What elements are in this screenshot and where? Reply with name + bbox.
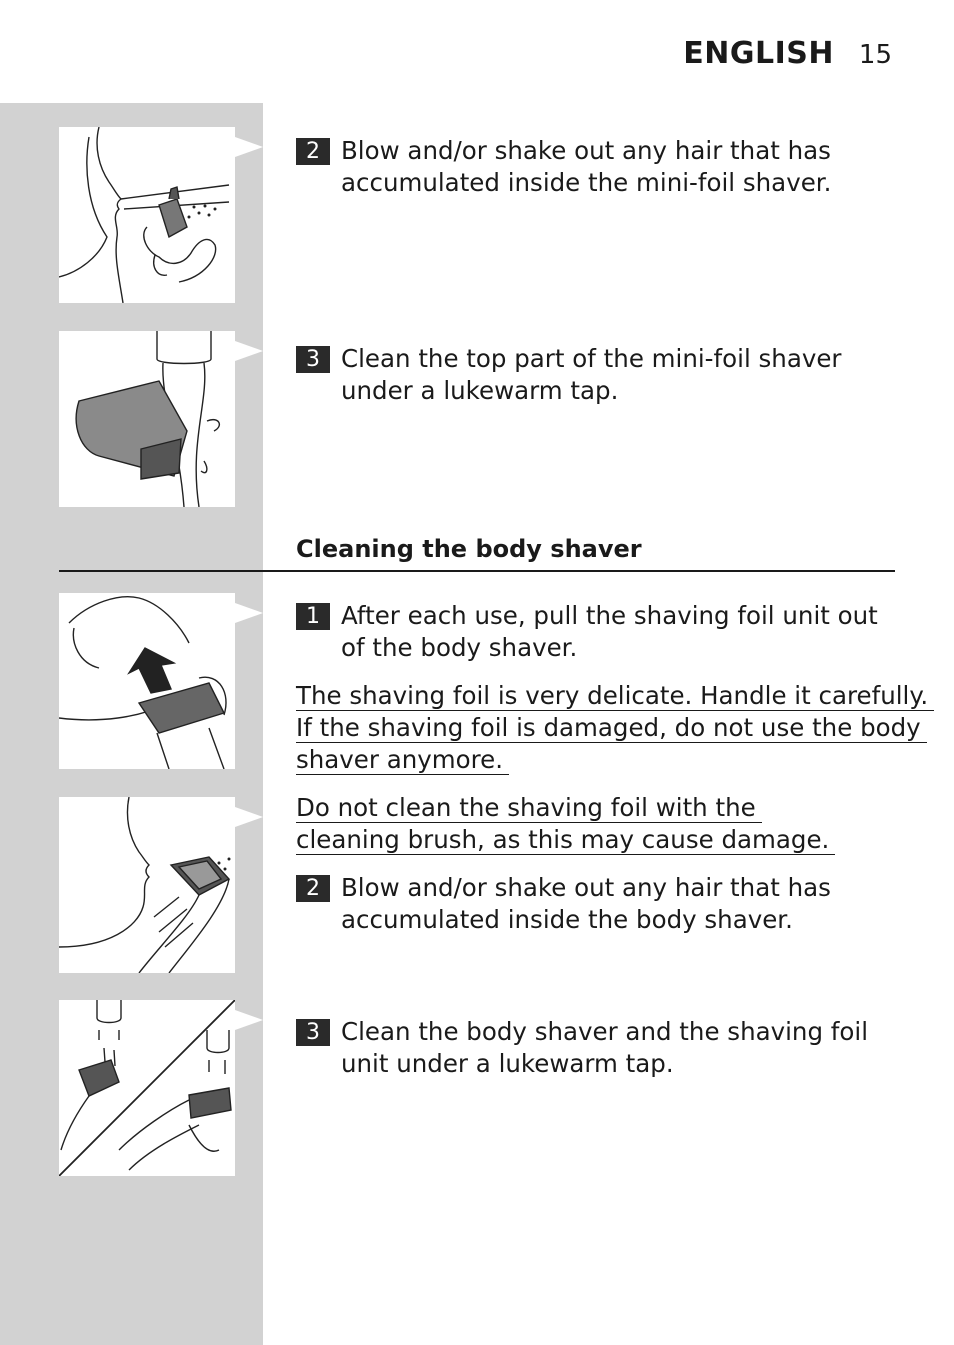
section-title: Cleaning the body shaver xyxy=(296,535,642,563)
step-number-badge: 1 xyxy=(296,603,330,630)
illustration-rinse-mini-foil xyxy=(59,331,235,507)
step-text: Blow and/or shake out any hair that has accumulated inside the body shaver. xyxy=(341,873,831,934)
note-line: If the shaving foil is damaged, do not use the body xyxy=(296,713,927,743)
step-number-badge: 3 xyxy=(296,346,330,373)
step-text: Blow and/or shake out any hair that has accumulated inside the mini-foil shaver. xyxy=(341,136,832,197)
step-text: Clean the body shaver and the shaving foil unit under a lukewarm tap. xyxy=(341,1017,869,1078)
figure-pointer xyxy=(235,603,263,623)
figure-pointer xyxy=(235,807,263,827)
body-shaver-step-3 xyxy=(296,1016,906,1080)
figure-pointer xyxy=(235,1010,263,1030)
mini-foil-step-2 xyxy=(296,135,906,199)
note-line: shaver anymore. xyxy=(296,745,509,775)
illustration-remove-foil-unit xyxy=(59,593,235,769)
caution-note-delicate-foil xyxy=(296,680,929,776)
illustration-blow-mini-foil xyxy=(59,127,235,303)
step-number-badge: 2 xyxy=(296,138,330,165)
caution-note-no-brush xyxy=(296,792,896,856)
step-number-badge: 2 xyxy=(296,875,330,902)
figure-pointer xyxy=(235,137,263,157)
figure-pointer xyxy=(235,341,263,361)
header-language: ENGLISH xyxy=(683,36,834,71)
note-line: The shaving foil is very delicate. Handle it carefully. xyxy=(296,681,934,711)
section-divider xyxy=(59,570,895,572)
mini-foil-step-3 xyxy=(296,343,906,407)
body-shaver-step-1 xyxy=(296,600,906,664)
step-number-badge: 3 xyxy=(296,1019,330,1046)
body-shaver-step-2 xyxy=(296,872,906,936)
note-line: Do not clean the shaving foil with the xyxy=(296,793,762,823)
step-text: After each use, pull the shaving foil unit out of the body shaver. xyxy=(341,601,878,662)
page-number: 15 xyxy=(858,40,892,70)
illustration-blow-body-shaver xyxy=(59,797,235,973)
illustration-rinse-body-shaver xyxy=(59,1000,235,1176)
note-line: cleaning brush, as this may cause damage. xyxy=(296,825,835,855)
step-text: Clean the top part of the mini-foil shaver under a lukewarm tap. xyxy=(341,344,842,405)
